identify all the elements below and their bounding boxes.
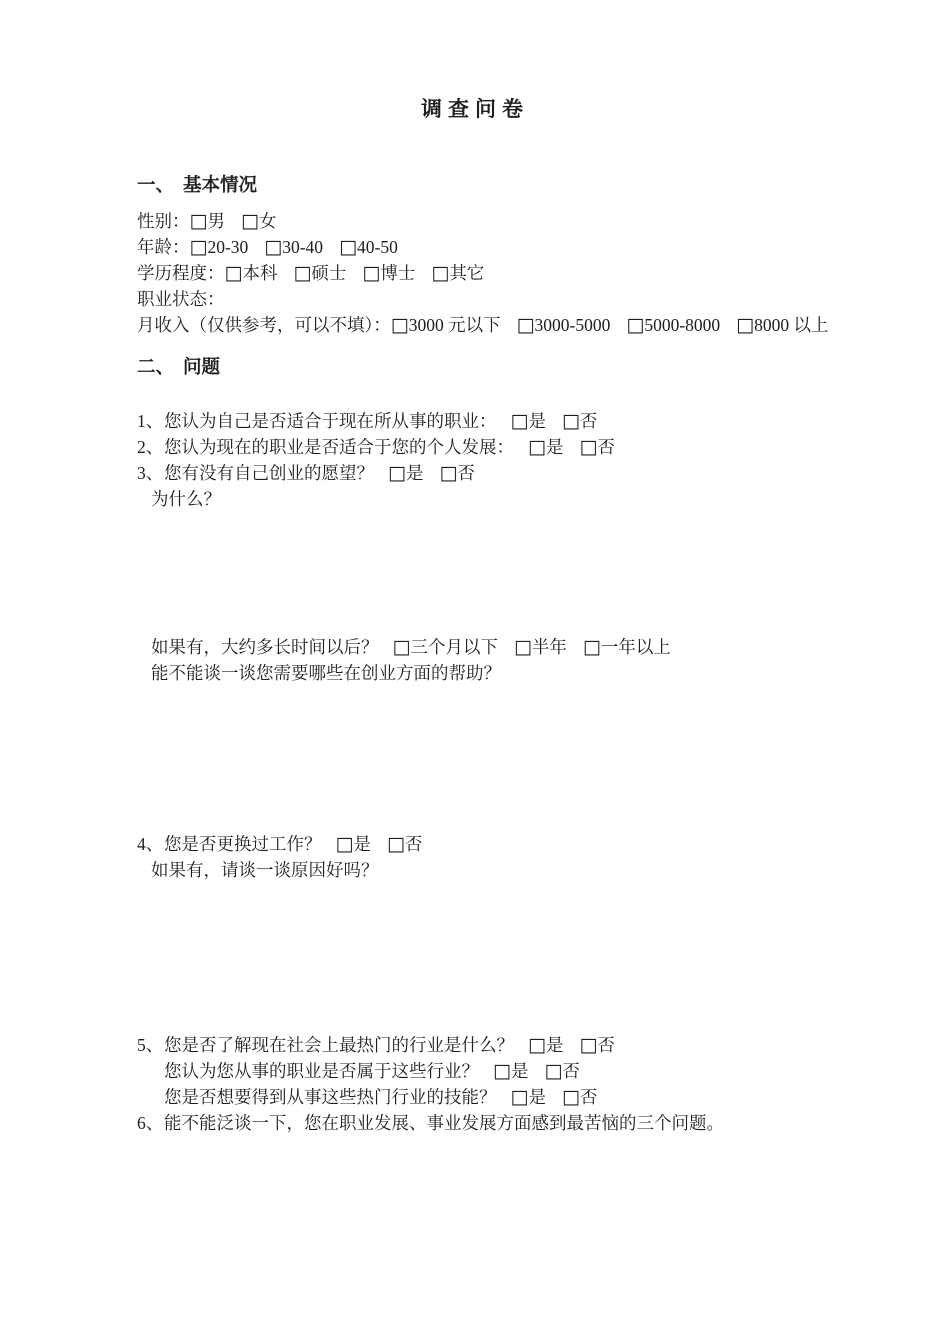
checkbox-icon[interactable]: □ — [392, 636, 411, 658]
option-label: 半年 — [531, 637, 567, 657]
question-3-followup-time — [137, 634, 860, 660]
section-title: 问题 — [183, 358, 221, 378]
income-options — [391, 315, 829, 335]
option-label: 男 — [207, 211, 225, 231]
checkbox-option-under-3-months — [393, 637, 498, 657]
checkbox-option-female — [241, 211, 276, 231]
checkbox-option-half-year — [514, 637, 567, 657]
question-text: 您是否了解现在社会上最热门的行业是什么？ — [164, 1035, 514, 1055]
checkbox-icon[interactable]: □ — [626, 314, 645, 336]
sub-question-text: 为什么？ — [151, 489, 221, 509]
field-label: 月收入（仅供参考，可以不填）： — [137, 315, 391, 335]
question-number: 4、 — [137, 834, 164, 854]
checkbox-option-3000-5000 — [517, 315, 611, 335]
option-label: 博士 — [380, 263, 416, 283]
question-5-sub-1-options — [493, 1061, 580, 1081]
checkbox-option-over-one-year — [583, 637, 671, 657]
document-title: 调查问卷 — [421, 97, 529, 121]
checkbox-icon[interactable]: □ — [362, 262, 381, 284]
section-heading-basic-info — [137, 172, 860, 200]
option-label: 女 — [258, 211, 277, 231]
section-number: 二、 — [137, 358, 175, 378]
option-label: 是 — [528, 1087, 546, 1107]
option-label: 40-50 — [357, 237, 398, 257]
checkbox-option-below-3000 — [391, 315, 501, 335]
option-label: 硕士 — [311, 263, 347, 283]
checkbox-icon[interactable]: □ — [189, 236, 208, 258]
option-label: 其它 — [449, 263, 485, 283]
checkbox-icon[interactable]: □ — [513, 636, 532, 658]
checkbox-icon[interactable]: □ — [189, 210, 208, 232]
option-label: 是 — [405, 463, 424, 483]
question-number: 5、 — [137, 1035, 164, 1055]
question-3-followup-help — [137, 660, 860, 686]
question-text: 您是否更换过工作？ — [164, 834, 322, 854]
age-options — [190, 237, 398, 257]
checkbox-icon[interactable]: □ — [431, 262, 450, 284]
checkbox-icon[interactable]: □ — [339, 236, 358, 258]
option-label: 否 — [404, 834, 423, 854]
sub-question-text: 如果有，请谈一谈原因好吗？ — [151, 860, 379, 880]
option-label: 3000 元以下 — [408, 315, 501, 335]
question-4-followup — [137, 857, 860, 883]
checkbox-icon[interactable]: □ — [528, 1034, 546, 1056]
option-label: 30-40 — [282, 237, 324, 257]
checkbox-option-no — [544, 1061, 579, 1081]
checkbox-option-age-30-40 — [264, 237, 323, 257]
checkbox-option-no — [439, 463, 474, 483]
checkbox-icon[interactable]: □ — [390, 314, 409, 336]
education-field — [137, 260, 860, 286]
checkbox-icon[interactable]: □ — [493, 1060, 511, 1082]
field-label: 年龄： — [137, 237, 190, 257]
gender-options — [190, 211, 277, 231]
question-1-options — [511, 411, 598, 431]
section-number: 一、 — [137, 176, 175, 196]
question-4-options — [336, 834, 423, 854]
option-label: 20-30 — [207, 237, 249, 257]
checkbox-icon[interactable]: □ — [224, 262, 243, 284]
checkbox-option-master — [293, 263, 346, 283]
checkbox-option-yes — [528, 437, 563, 457]
checkbox-option-no — [387, 834, 422, 854]
option-label: 否 — [597, 437, 615, 457]
option-label: 3000-5000 — [534, 315, 611, 335]
option-label: 否 — [562, 1061, 580, 1081]
checkbox-icon[interactable]: □ — [293, 262, 312, 284]
question-3 — [137, 460, 860, 486]
field-label: 性别： — [137, 211, 190, 231]
checkbox-option-yes — [528, 1035, 563, 1055]
checkbox-icon[interactable]: □ — [264, 236, 283, 258]
option-label: 是 — [353, 834, 371, 854]
question-number: 6、 — [137, 1113, 164, 1133]
question-number: 3、 — [137, 463, 164, 483]
checkbox-icon[interactable]: □ — [579, 1034, 598, 1056]
sub-question-text: 能不能谈一谈您需要哪些在创业方面的帮助？ — [151, 663, 501, 683]
checkbox-option-no — [562, 1087, 597, 1107]
checkbox-icon[interactable]: □ — [510, 1086, 529, 1108]
question-text: 您有没有自己创业的愿望？ — [164, 463, 374, 483]
checkbox-icon[interactable]: □ — [544, 1060, 563, 1082]
checkbox-option-no — [579, 1035, 614, 1055]
question-5-sub-2-options — [511, 1087, 598, 1107]
checkbox-icon[interactable]: □ — [510, 410, 529, 432]
checkbox-icon[interactable]: □ — [561, 1086, 580, 1108]
question-5 — [137, 1032, 860, 1058]
option-label: 是 — [545, 1035, 564, 1055]
checkbox-option-other — [431, 263, 484, 283]
question-number: 1、 — [137, 411, 164, 431]
question-3-why — [137, 486, 860, 512]
option-label: 本科 — [242, 263, 278, 283]
checkbox-option-yes — [511, 411, 546, 431]
question-number: 2、 — [137, 437, 164, 457]
section-heading-questions — [137, 354, 860, 382]
checkbox-option-5000-8000 — [626, 315, 720, 335]
option-label: 三个月以下 — [410, 637, 498, 657]
checkbox-option-bachelor — [225, 263, 278, 283]
question-3-options — [388, 463, 475, 483]
question-2 — [137, 434, 860, 460]
checkbox-icon[interactable]: □ — [582, 636, 601, 658]
question-text: 您认为自己是否适合于现在所从事的职业： — [164, 411, 497, 431]
field-label: 职业状态： — [137, 289, 225, 309]
checkbox-icon[interactable]: □ — [516, 314, 535, 336]
sub-question-text: 您认为您从事的职业是否属于这些行业？ — [164, 1061, 479, 1081]
income-field — [137, 312, 860, 338]
checkbox-option-male — [190, 211, 225, 231]
checkbox-option-age-20-30 — [190, 237, 249, 257]
checkbox-icon[interactable]: □ — [736, 314, 755, 336]
checkbox-option-yes — [388, 463, 423, 483]
checkbox-option-age-40-50 — [339, 237, 398, 257]
checkbox-option-no — [579, 437, 614, 457]
question-4 — [137, 831, 860, 857]
checkbox-option-phd — [362, 263, 415, 283]
option-label: 否 — [579, 411, 598, 431]
question-3-followup-options — [393, 637, 671, 657]
checkbox-icon[interactable]: □ — [561, 410, 580, 432]
question-text: 能不能泛谈一下，您在职业发展、事业发展方面感到最苦恼的三个问题。 — [164, 1113, 724, 1133]
checkbox-option-no — [562, 411, 597, 431]
checkbox-option-yes — [511, 1087, 546, 1107]
checkbox-icon[interactable]: □ — [439, 462, 458, 484]
checkbox-option-above-8000 — [736, 315, 828, 335]
option-label: 否 — [457, 463, 475, 483]
option-label: 否 — [579, 1087, 598, 1107]
checkbox-icon[interactable]: □ — [240, 210, 259, 232]
occupation-field — [137, 286, 860, 312]
field-label: 学历程度： — [137, 263, 225, 283]
checkbox-option-yes — [493, 1061, 528, 1081]
checkbox-option-yes — [336, 834, 371, 854]
question-1 — [137, 408, 860, 434]
option-label: 是 — [510, 1061, 529, 1081]
sub-question-text: 如果有，大约多长时间以后？ — [151, 637, 379, 657]
option-label: 5000-8000 — [644, 315, 721, 335]
checkbox-icon[interactable]: □ — [579, 436, 598, 458]
option-label: 8000 以上 — [754, 315, 829, 335]
question-5-options — [528, 1035, 615, 1055]
section-title: 基本情况 — [183, 176, 258, 196]
question-2-options — [528, 437, 615, 457]
question-6 — [137, 1110, 860, 1136]
option-label: 是 — [528, 411, 546, 431]
question-text: 您认为现在的职业是否适合于您的个人发展： — [164, 437, 514, 457]
option-label: 是 — [545, 437, 564, 457]
option-label: 一年以上 — [600, 637, 671, 657]
education-options — [225, 263, 485, 283]
age-field — [137, 234, 860, 260]
option-label: 否 — [597, 1035, 615, 1055]
checkbox-icon[interactable]: □ — [335, 833, 354, 855]
question-5-sub-1 — [137, 1058, 860, 1084]
gender-field — [137, 208, 860, 234]
checkbox-icon[interactable]: □ — [386, 833, 405, 855]
sub-question-text: 您是否想要得到从事这些热门行业的技能？ — [164, 1087, 497, 1107]
question-5-sub-2 — [137, 1084, 860, 1110]
checkbox-icon[interactable]: □ — [528, 436, 546, 458]
checkbox-icon[interactable]: □ — [388, 462, 406, 484]
